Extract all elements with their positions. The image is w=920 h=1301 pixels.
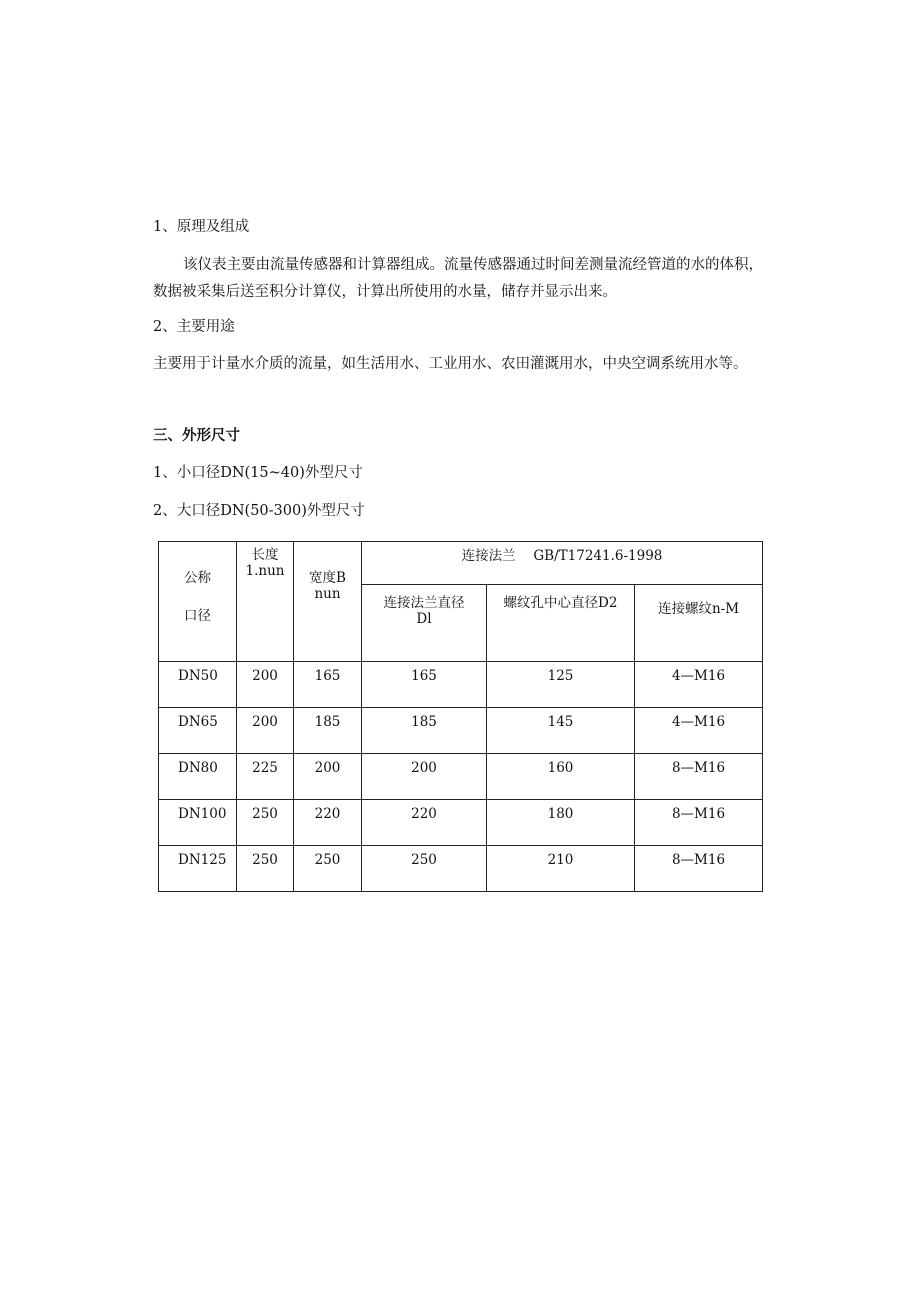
cell-length: 200	[237, 708, 294, 754]
header-nominal-line1: 公称	[184, 570, 211, 586]
header-width-line1: 宽度B	[309, 570, 346, 586]
table-header-row	[159, 542, 763, 585]
header-length	[237, 542, 294, 662]
cell-dn: DN80	[159, 754, 237, 800]
cell-d1: 200	[362, 754, 487, 800]
header-flange-diameter	[362, 585, 487, 662]
header-flange-group: 连接法兰 GB/T17241.6-1998	[362, 542, 763, 585]
table-row	[159, 800, 763, 846]
section-heading-dimensions: 三、外形尺寸	[153, 427, 240, 444]
header-length-line1: 长度	[251, 547, 279, 563]
subheading-large-diameter: 2、大口径DN(50-300)外型尺寸	[153, 503, 365, 519]
cell-thread: 8—M16	[635, 800, 763, 846]
cell-d2: 210	[487, 846, 635, 892]
section-heading-principle: 1、原理及组成	[153, 219, 250, 235]
header-width-line2: nun	[314, 586, 341, 602]
cell-width: 250	[294, 846, 362, 892]
table-row	[159, 708, 763, 754]
cell-dn: DN100	[159, 800, 237, 846]
cell-dn: DN125	[159, 846, 237, 892]
cell-width: 165	[294, 662, 362, 708]
subheading-small-diameter: 1、小口径DN(15~40)外型尺寸	[153, 465, 363, 481]
header-bolt-circle: 螺纹孔中心直径D2	[487, 585, 635, 662]
table-row	[159, 754, 763, 800]
cell-dn: DN65	[159, 708, 237, 754]
header-thread: 连接螺纹n-M	[635, 585, 763, 662]
header-flange-diameter-line2: Dl	[416, 611, 432, 627]
table-row	[159, 662, 763, 708]
cell-width: 185	[294, 708, 362, 754]
header-flange-diameter-line1: 连接法兰直径	[383, 595, 465, 611]
cell-d1: 165	[362, 662, 487, 708]
cell-length: 200	[237, 662, 294, 708]
section-heading-usage: 2、主要用途	[153, 319, 235, 335]
header-length-line2: 1.nun	[245, 563, 285, 579]
cell-d2: 160	[487, 754, 635, 800]
header-nominal-diameter	[159, 542, 237, 662]
cell-width: 220	[294, 800, 362, 846]
cell-length: 225	[237, 754, 294, 800]
cell-thread: 8—M16	[635, 846, 763, 892]
dimensions-table	[158, 541, 763, 892]
cell-length: 250	[237, 800, 294, 846]
cell-d2: 145	[487, 708, 635, 754]
principle-paragraph: 该仪表主要由流量传感器和计算器组成。流量传感器通过时间差测量流经管道的水的体积，数据被采集后送至积分计算仪，计算出所使用的水量，储存并显示出来。	[153, 257, 763, 300]
cell-d2: 180	[487, 800, 635, 846]
cell-d2: 125	[487, 662, 635, 708]
cell-thread: 4—M16	[635, 708, 763, 754]
cell-width: 200	[294, 754, 362, 800]
cell-d1: 220	[362, 800, 487, 846]
usage-paragraph: 主要用于计量水介质的流量，如生活用水、工业用水、农田灌溉用水，中央空调系统用水等。	[153, 356, 748, 372]
header-nominal-line2: 口径	[184, 608, 211, 624]
cell-length: 250	[237, 846, 294, 892]
cell-dn: DN50	[159, 662, 237, 708]
cell-thread: 4—M16	[635, 662, 763, 708]
header-width	[294, 542, 362, 662]
cell-d1: 185	[362, 708, 487, 754]
table-row	[159, 846, 763, 892]
cell-d1: 250	[362, 846, 487, 892]
cell-thread: 8—M16	[635, 754, 763, 800]
